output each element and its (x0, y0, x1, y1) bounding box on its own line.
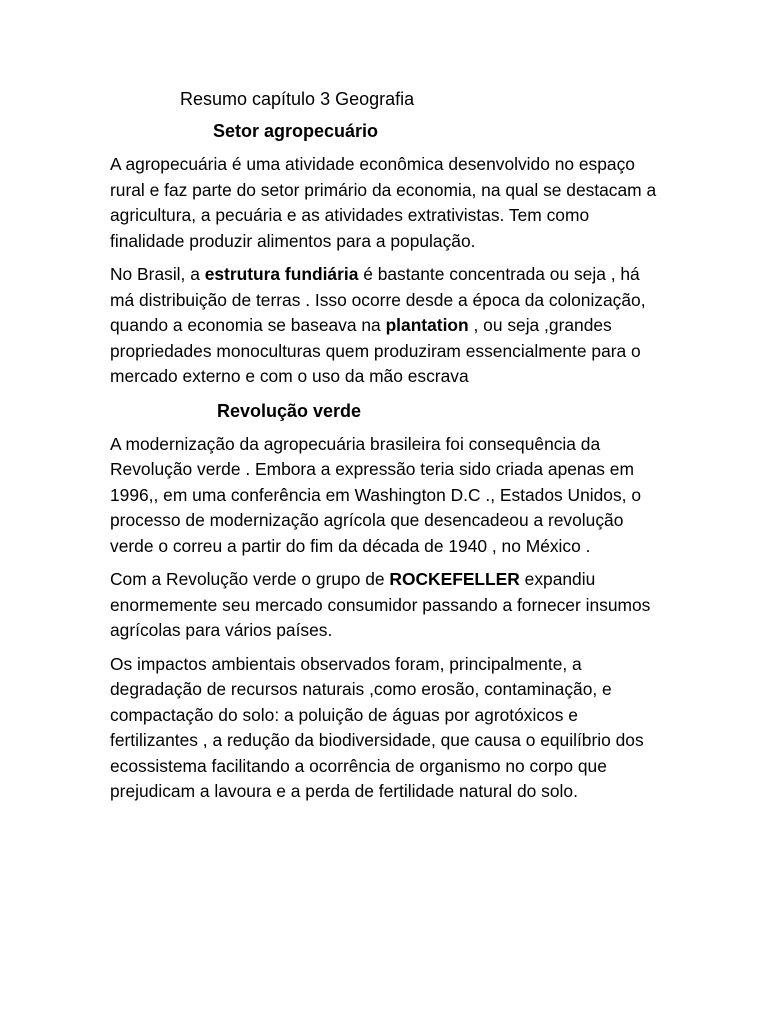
text-run: , ou seja ,grandes propriedades monoculturas quem produziram essencialmente para o mercado externo e com o uso da mão escrava (110, 315, 641, 386)
section-heading-agropecuario: Setor agropecuário (213, 121, 379, 141)
text-run: No Brasil, a (110, 264, 205, 284)
section-heading-revolucao-verde: Revolução verde (217, 400, 362, 421)
paragraph-modernizacao: A modernização da agropecuária brasileira foi consequência da Revolução verde . Embora a expressão teria sido criada apenas em 1996,, em uma conferência em Washington D.C ., Estados Unidos, o processo de modernização agrícola que desencadeou a revolução verde o correu a partir do fim da década de 1940 , no México . (110, 433, 641, 556)
bold-term-rockefeller: ROCKEFELLER (389, 569, 520, 589)
text-run: Com a Revolução verde o grupo de (110, 569, 390, 589)
paragraph-estrutura-fundiaria (110, 262, 668, 390)
text-run: expandiu enormemente seu mercado consumidor passando a fornecer insumos agrícolas para vários países. (110, 569, 651, 640)
bold-term-estrutura-fundiaria: estrutura fundiária (204, 264, 359, 284)
bold-term-plantation: plantation (385, 315, 469, 335)
paragraph-impactos-ambientais: Os impactos ambientais observados foram, principalmente, a degradação de recursos naturais ,como erosão, contaminação, e compactação do solo: a poluição de águas por agrotóxicos e fertilizantes , a redução da biodiversidade, que causa o equilíbrio dos ecossistema facilitando a ocorrência de organismo no corpo que prejudicam a lavoura e a perda de fertilidade natural do solo. (110, 653, 644, 801)
text-run: é bastante concentrada ou seja , há má distribuição de terras . Isso ocorre desde a época da colonização, quando a economia se baseava na (110, 264, 646, 335)
document-title: Resumo capítulo 3 Geografia (180, 89, 415, 109)
paragraph-agropecuaria-definicao: A agropecuária é uma atividade econômica desenvolvido no espaço rural e faz parte do setor primário da economia, na qual se destacam a agricultura, a pecuária e as atividades extrativistas. Tem como finalidade produzir alimentos para a população. (110, 154, 657, 251)
paragraph-rockefeller (110, 567, 668, 644)
